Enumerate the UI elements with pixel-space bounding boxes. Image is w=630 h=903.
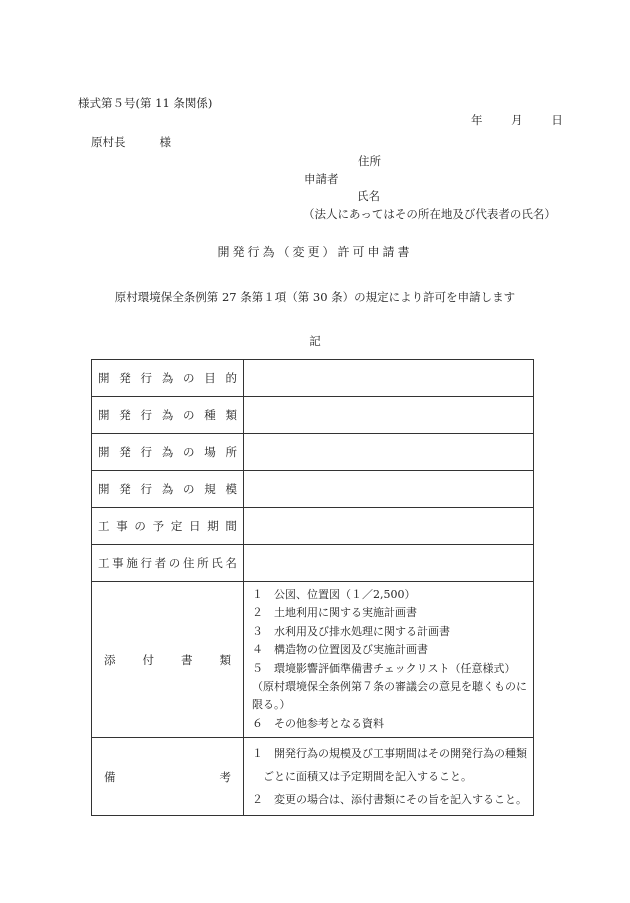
row-label-cell [92,471,244,508]
attachment-item: ６ その他参考となる資料 [252,716,384,730]
row-label-char: 氏 [211,556,223,570]
row-label-char: 行 [140,408,152,422]
row-label-char: 所 [197,556,209,570]
row-label-char: 為 [161,482,174,496]
row-label-char: 発 [119,371,131,385]
row-label-char: 類 [225,408,237,422]
row-label [98,407,237,423]
remark-item: １ 開発行為の規模及び工事期間はその開発行為の種類 [252,747,527,761]
row-label-char: の [183,371,195,385]
attachment-item: 限る。） [252,698,291,712]
row-value-field[interactable] [244,545,534,582]
row-value-field[interactable] [244,397,534,434]
row-label-char: 開 [98,408,110,422]
date-day: 日 [551,113,563,127]
row-label-char: 発 [119,408,131,422]
row-label-char: 開 [98,371,110,385]
row-value-field[interactable] [244,508,534,545]
attachments-label-cell [92,582,244,738]
row-label-char: 予 [152,519,165,533]
row-label-char: 事 [112,556,124,570]
lead-text: 原村環境保全条例第 27 条第１項（第 30 条）の規定により許可を申請します [114,290,516,304]
row-label-char: 工 [98,519,110,533]
attachment-item: ４ 構造物の位置図及び実施計画書 [252,643,428,657]
row-label-char: 所 [225,445,237,459]
addressee-name: 原村長 [91,135,126,149]
date-month: 月 [511,113,523,127]
application-table [91,359,534,816]
row-label-char: 工 [98,556,110,570]
row-label-char: の [134,519,146,533]
row-label [98,444,237,460]
date-line [471,112,563,128]
row-label-char: 者 [154,556,167,570]
remarks-list [244,738,534,816]
row-label-char: の [168,556,181,570]
table-row [92,508,534,545]
table-row [92,397,534,434]
attachments-row [92,582,534,738]
row-label-char: 期 [207,519,219,533]
corporation-note: （法人にあってはその所在地及び代表者の氏名） [303,207,556,221]
row-label [98,370,237,386]
row-label-char: 為 [161,408,174,422]
row-label-char: 規 [204,482,216,496]
table-row [92,360,534,397]
date-year: 年 [471,113,483,127]
row-value-field[interactable] [244,471,534,508]
applicant-address-label: 住所 [358,154,381,168]
row-label-char: 日 [189,519,201,533]
attachment-item: （原村環境保全条例第７条の審議会の意見を聴くものに [252,680,527,694]
row-label-char: 施 [126,556,138,570]
remarks-label-char: 備 [104,769,116,784]
row-label-char: 定 [170,519,183,533]
attachment-item: ３ 水利用及び排水処理に関する計画書 [252,624,450,638]
row-label-char: 開 [98,482,110,496]
row-label-char: 行 [140,556,152,570]
form-number: 様式第５号(第 11 条関係) [78,96,213,110]
addressee-suffix: 様 [159,135,171,149]
addressee [91,134,171,150]
attachment-item: １ 公図、位置図（１／2,500） [252,588,416,601]
remark-item: ２ 変更の場合は、添付書類にその旨を記入すること。 [252,793,527,807]
row-label-char: 為 [161,371,174,385]
row-label-cell [92,508,244,545]
row-label-cell [92,545,244,582]
row-label-char: 目 [204,371,216,385]
row-label-char: の [183,445,195,459]
attachment-item: ５ 環境影響評価準備書チェックリスト（任意様式） [252,661,516,675]
row-label-cell [92,397,244,434]
remarks-label-char: 考 [219,769,231,784]
row-label-char: 名 [225,556,237,570]
row-label-char: 種 [204,408,216,422]
row-label-char: 行 [140,445,152,459]
attachments-label-char: 付 [142,652,154,667]
attachments-label-char: 類 [219,652,231,667]
ki-heading: 記 [309,334,321,348]
applicant-name-label: 氏名 [357,189,380,203]
row-label-char: 開 [98,445,110,459]
row-label [98,555,237,571]
row-label-char: 発 [119,482,131,496]
remark-item: ごとに面積又は予定期間を記入すること。 [252,770,472,784]
document-title: 開発行為（変更）許可申請書 [217,245,413,259]
table-row [92,434,534,471]
table-row [92,471,534,508]
attachments-label-char: 書 [181,652,193,667]
row-label-char: 事 [116,519,128,533]
applicant-label: 申請者 [304,172,339,186]
attachments-label-char: 添 [104,652,116,667]
remarks-row [92,738,534,816]
row-label-char: の [183,482,195,496]
row-value-field[interactable] [244,434,534,471]
row-label-cell [92,360,244,397]
table-row [92,545,534,582]
row-label-char: 為 [161,445,174,459]
row-label-char: 行 [140,371,152,385]
row-label-cell [92,434,244,471]
attachment-item: ２ 土地利用に関する実施計画書 [252,606,417,620]
remarks-label-cell [92,738,244,816]
row-label [98,518,237,534]
row-label [98,481,237,497]
row-label-char: 住 [182,556,195,570]
row-label-char: の [183,408,195,422]
row-value-field[interactable] [244,360,534,397]
row-label-char: 模 [225,482,237,496]
attachments-list [244,582,534,738]
row-label-char: 的 [225,371,237,385]
row-label-char: 場 [204,445,216,459]
row-label-char: 行 [140,482,152,496]
row-label-char: 発 [119,445,131,459]
attachments-label [98,652,237,668]
remarks-label [98,769,237,785]
row-label-char: 間 [225,519,237,533]
